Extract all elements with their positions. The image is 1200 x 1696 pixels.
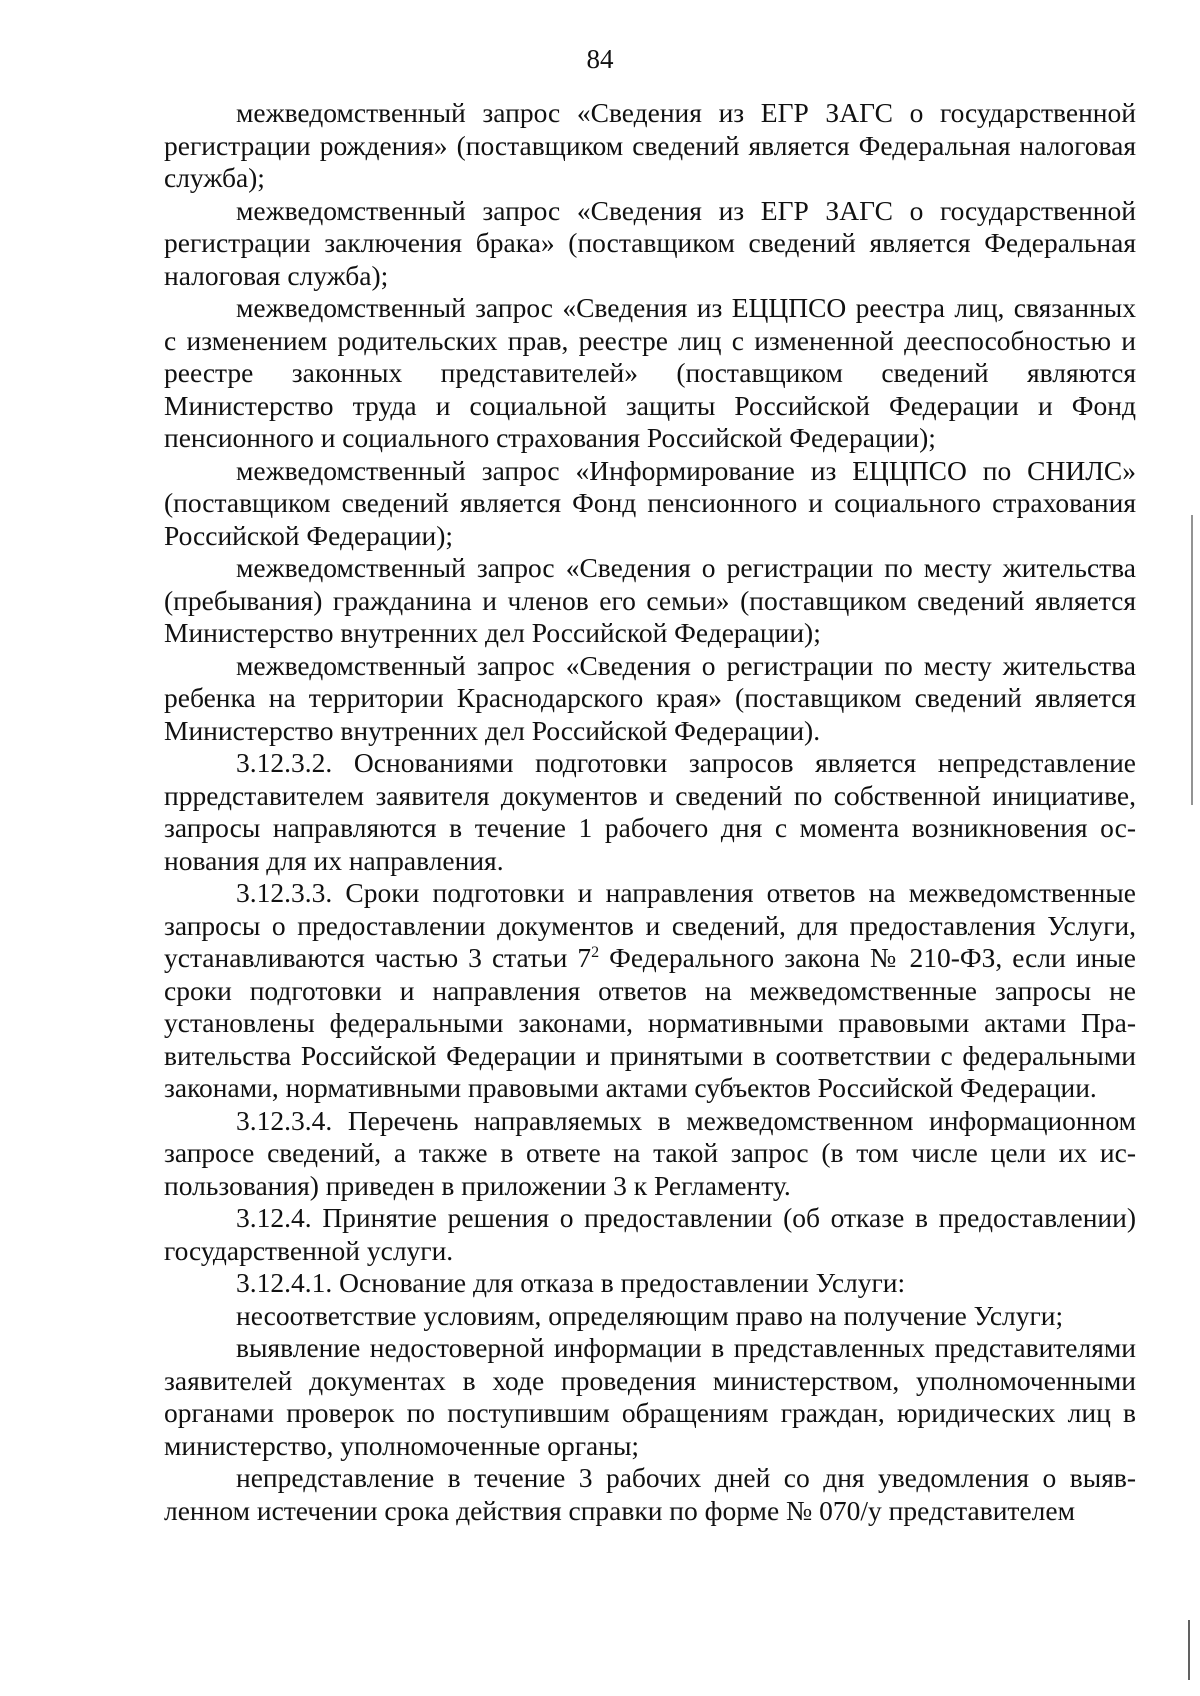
paragraph-3-12-3-3-start: 3.12.3.3. Сроки подготовки и направления ответов на межведомственные запросы о предоставлении документов и сведений, для предоставления Услуги, устанавливаются частью 3 статьи 7	[164, 877, 1136, 973]
scan-edge-mark	[1188, 1620, 1190, 1680]
paragraph-3-12-3-2: 3.12.3.2. Основаниями подготовки запросов является непредставление прредставителем заявителя документов и сведений по собственной инициативе, запросы направляются в течение 1 рабочего дня с момента возникновения основания для их направления.	[164, 747, 1136, 876]
paragraph-3-12-3-3	[164, 877, 1136, 1105]
paragraph-egr-zags-birth: межведомственный запрос «Сведения из ЕГР ЗАГС о государственной регистрации рождения» (поставщиком сведений является Федеральная налоговая служба);	[164, 97, 1136, 193]
paragraph-3-12-3-4: 3.12.3.4. Перечень направляемых в межведомственном информационном запросе сведений, а также в ответе на такой запрос (в том числе цели их использования) приведен в приложении 3 к Регламенту.	[164, 1104, 1136, 1201]
paragraph-refusal-conditions: несоответствие условиям, определяющим право на получение Услуги;	[236, 1299, 1064, 1331]
paragraph-residence-family: межведомственный запрос «Сведения о регистрации по месту жительства (пребывания) гражданина и членов его семьи» (поставщиком сведений является Министерство внутренних дел Российской Федерации);	[164, 552, 1136, 648]
paragraph-ecppso-snils: межведомственный запрос «Информирование из ЕЦЦПСО по СНИЛС» (поставщиком сведений является Фонд пенсионного и социального страхования Российской Федерации);	[164, 454, 1136, 551]
paragraph-ecppso-registry: межведомственный запрос «Сведения из ЕЦЦПСО реестра лиц, связанных с изменением родительских прав, реестре лиц с измененной дееспособностью и реестре законных представителей» (поставщиком сведений являются Министерство труда и социальной защиты Российской Федерации и Фонд пенсионного и социального страхования Российской Федерации);	[164, 292, 1136, 453]
paragraph-3-12-3-3-end: Федерального закона № 210-ФЗ, если иные сроки подготовки и направления ответов на межведомственные запросы не установлены федеральными законами, нормативными правовыми актами Правительства Российской Федерации и принятыми в соответствии с федеральными законами, нормативными правовыми актами субъектов Российской Федерации.	[164, 942, 1136, 1103]
paragraph-refusal-false-info: выявление недостоверной информации в представленных представителями заявителей документах в ходе проведения министерством, уполномоченными органами проверок по поступившим обращениям граждан, юридических лиц в министерство, уполномоченные органы;	[164, 1332, 1136, 1461]
document-body	[164, 97, 1136, 1527]
page-number: 84	[586, 44, 614, 74]
scan-edge-mark	[1191, 515, 1193, 805]
paragraph-residence-child: межведомственный запрос «Сведения о регистрации по месту жительства ребенка на территории Краснодарского края» (поставщиком сведений является Министерство внутренних дел Российской Федерации).	[164, 649, 1136, 746]
paragraph-3-12-4: 3.12.4. Принятие решения о предоставлении (об отказе в предоставлении) государственной услуги.	[164, 1202, 1136, 1266]
paragraph-egr-zags-marriage: межведомственный запрос «Сведения из ЕГР ЗАГС о государственной регистрации заключения брака» (поставщиком сведений является Федеральная налоговая служба);	[164, 194, 1136, 291]
article-superscript: 2	[591, 943, 600, 961]
paragraph-refusal-certificate: непредставление в течение 3 рабочих дней со дня уведомления о выявленном истечении срока действия справки по форме № 070/у представителем	[164, 1462, 1136, 1526]
paragraph-3-12-4-1: 3.12.4.1. Основание для отказа в предоставлении Услуги:	[236, 1267, 906, 1298]
